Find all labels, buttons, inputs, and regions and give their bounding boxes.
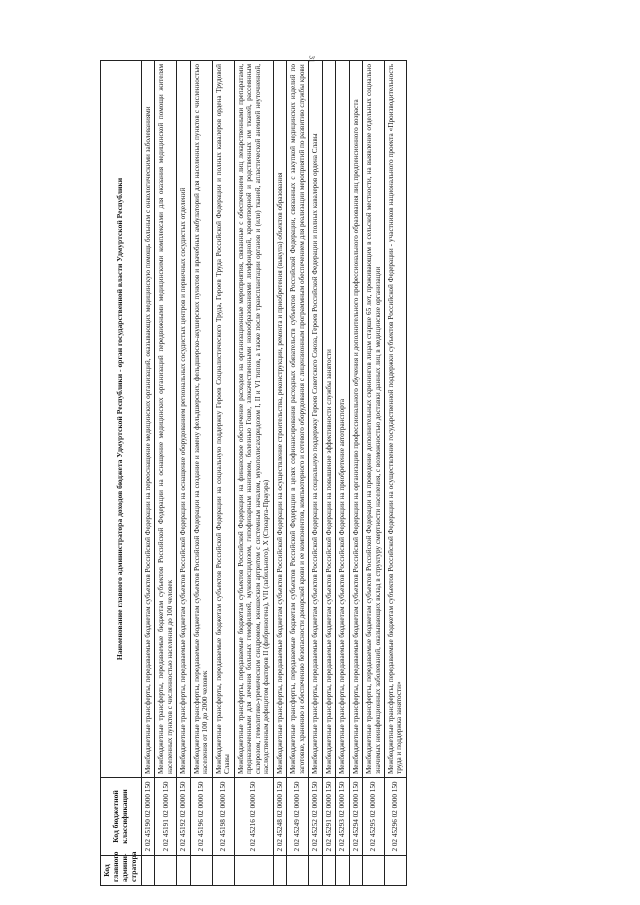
header-name: Наименование главного администратора доходов бюджета Удмуртской Республики - орган государственной власти Удмуртской Республики [101,61,142,778]
rotated-content [100,60,618,886]
admin-code-cell [234,856,273,886]
budget-code-cell: 2 02 45291 02 0000 150 [322,778,335,856]
header-budget-code: Код бюджетной классификации [101,778,142,856]
table-row [212,61,234,886]
admin-code-cell [141,856,154,886]
description-cell: Межбюджетные трансферты, передаваемые бюджетам субъектов Российской Федерации на финансовое обеспечение расходов на организационные мероприятия, связанные с обеспечением лиц лекарственными препаратами, предназначенными для лечения больных гемофилией, муковисцидозом, гипофизарным нанизмом, болезнью Гоше, злокачественными новообразованиями лимфоидной, кроветворной и родственных им тканей, рассеянным склерозом, гемолитико-уремическим синдромом, юношеским артритом с системным началом, мукополисахаридозом I, II и VI типов, а также после трансплантации органов и (или) тканей, апластической анемией неуточненной, наследственным дефицитом факторов II (фибриногена), VII (лабильного), X (Стюарта-Прауэра) [234,61,273,778]
table-row [141,61,154,886]
table-row [363,61,385,886]
table-row [287,61,309,886]
budget-code-cell: 2 02 45252 02 0000 150 [309,778,322,856]
admin-code-cell [190,856,212,886]
admin-code-cell [363,856,385,886]
table-row [273,61,286,886]
admin-code-cell [155,856,177,886]
budget-code-cell: 2 02 45196 02 0000 150 [190,778,212,856]
description-cell: Межбюджетные трансферты, передаваемые бюджетам субъектов Российской Федерации на организацию профессионального обучения и дополнительного профессионального образования лиц предпенсионного возраста [349,61,362,778]
budget-code-cell: 2 02 45192 02 0000 150 [177,778,190,856]
budget-code-cell: 2 02 45295 02 0000 150 [363,778,385,856]
budget-code-cell: 2 02 45191 02 0000 150 [155,778,177,856]
table-row [349,61,362,886]
admin-code-cell [177,856,190,886]
budget-code-cell: 2 02 45248 02 0000 150 [273,778,286,856]
admin-code-cell [336,856,349,886]
description-cell: Межбюджетные трансферты, передаваемые бюджетам субъектов Российской Федерации на социальную поддержку Героев Социалистического Труда, Героев Труда Российской Федерации и полных кавалеров ордена Трудовой Славы [212,61,234,778]
rotated-page [100,60,618,886]
admin-code-cell [309,856,322,886]
table-header-row [101,61,142,886]
revenue-administrators-table [100,60,407,886]
admin-code-cell [287,856,309,886]
table-row [309,61,322,886]
table-row [155,61,177,886]
budget-code-cell: 2 02 45198 02 0000 150 [212,778,234,856]
admin-code-cell [273,856,286,886]
description-cell: Межбюджетные трансферты, передаваемые бюджетам субъектов Российской Федерации на повышение эффективности службы занятости [322,61,335,778]
admin-code-cell [384,856,406,886]
admin-code-cell [322,856,335,886]
budget-code-cell: 2 02 45190 02 0000 150 [141,778,154,856]
budget-code-cell: 2 02 45293 02 0000 150 [336,778,349,856]
description-cell: Межбюджетные трансферты, передаваемые бюджетам субъектов Российской Федерации на осуществление государственной поддержки субъектов Российской Федерации - участников национального проекта «Производительность труда и поддержка занятости» [384,61,406,778]
table-row [336,61,349,886]
table-row [234,61,273,886]
budget-code-cell: 2 02 45296 02 0000 150 [384,778,406,856]
table-row [177,61,190,886]
budget-code-cell: 2 02 45216 02 0000 150 [234,778,273,856]
budget-code-cell: 2 02 45294 02 0000 150 [349,778,362,856]
description-cell: Межбюджетные трансферты, передаваемые бюджетам субъектов Российской Федерации на приобретение автотранспорта [336,61,349,778]
description-cell: Межбюджетные трансферты, передаваемые бюджетам субъектов Российской Федерации на оснащение оборудованием региональных сосудистых центров и первичных сосудистых отделений [177,61,190,778]
description-cell: Межбюджетные трансферты, передаваемые бюджетам субъектов Российской Федерации на социальную поддержку Героев Советского Союза, Героев Российской Федерации и полных кавалеров ордена Славы [309,61,322,778]
table-body [141,61,406,886]
header-admin-code: Код главного админи-стратора [101,856,142,886]
budget-code-cell: 2 02 45249 02 0000 150 [287,778,309,856]
description-cell: Межбюджетные трансферты, передаваемые бюджетам субъектов Российской Федерации на проведение дополнительных скринингов лицам старше 65 лет, проживающим в сельской местности, на выявление отдельных социально значимых неинфекционных заболеваний, оказывающих вклад в структуру смертности населения, с возможностью доставки данных лиц в медицинские организации [363,61,385,778]
admin-code-cell [349,856,362,886]
table-row [322,61,335,886]
description-cell: Межбюджетные трансферты, передаваемые бюджетам субъектов Российской Федерации на оснащение медицинских организаций передвижными медицинскими комплексами для оказания медицинской помощи жителям населенных пунктов с численностью населения до 100 человек [155,61,177,778]
description-cell: Межбюджетные трансферты, передаваемые бюджетам субъектов Российской Федерации на осуществление строительства, реконструкции, ремонта и приобретения (выкупа) объектов образования [273,61,286,778]
admin-code-cell [212,856,234,886]
description-cell: Межбюджетные трансферты, передаваемые бюджетам субъектов Российской Федерации на создание и замену фельдшерских, фельдшерско-акушерских пунктов и врачебных амбулаторий для населенных пунктов с численностью населения от 100 до 2000 человек [190,61,212,778]
page-number: 31 [307,55,316,63]
table-row [384,61,406,886]
table-row [190,61,212,886]
description-cell: Межбюджетные трансферты, передаваемые бюджетам субъектов Российской Федерации на переоснащение медицинских организаций, оказывающих медицинскую помощь больным с онкологическими заболеваниями [141,61,154,778]
description-cell: Межбюджетные трансферты, передаваемые бюджетам субъектов Российской Федерации в целях софинансирования расходных обязательств субъектов Российской Федерации, связанных с закупкой медицинских изделий по заготовке, хранению и обеспечению безопасности донорской крови и ее компонентов, компьютерного и сетевого оборудования с лицензионным программным обеспечением для реализации мероприятий по развитию службы крови [287,61,309,778]
